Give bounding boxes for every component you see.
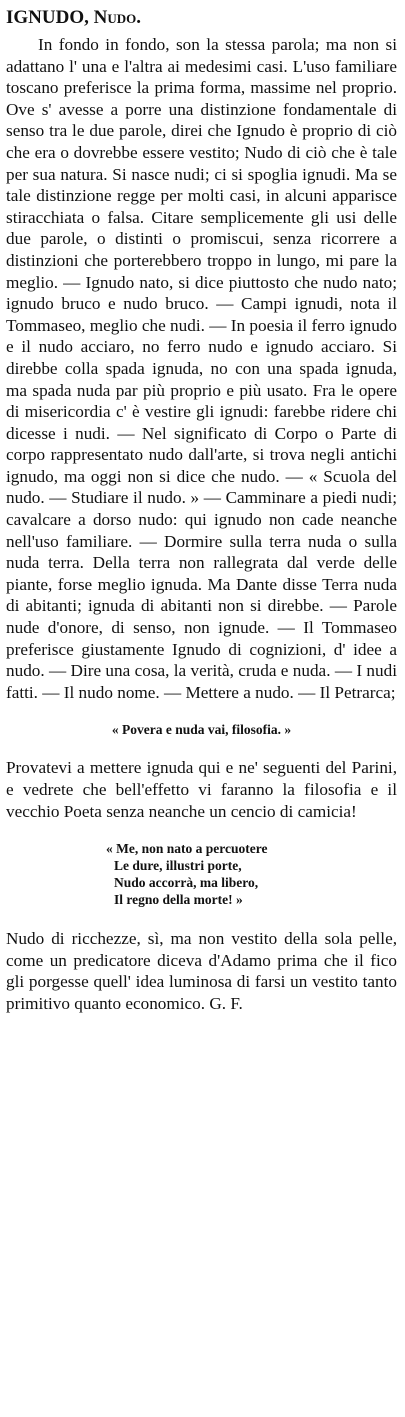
entry-synonym: Nudo. xyxy=(93,7,141,28)
verse-line: Nudo accorrà, ma libero, xyxy=(114,875,259,891)
entry-headword: IGNUDO, xyxy=(6,7,89,28)
entry-body-paragraph-1 xyxy=(6,34,397,703)
paragraph-3-text: Nudo di ricchezze, sì, ma non vestito della sola pelle, come un predicatore diceva d'Adamo prima che il fico gli porgesse quell' idea luminosa di farsi un vestito tanto primitivo quanto economico. G. F. xyxy=(6,929,397,1013)
parini-verse xyxy=(106,840,397,908)
verse-line: Le dure, illustri porte, xyxy=(114,858,242,874)
petrarca-quote: « Povera e nuda vai, filosofia. » xyxy=(111,722,292,738)
entry-body-paragraph-3 xyxy=(6,928,397,1014)
verse-line: Il regno della morte! » xyxy=(114,892,243,908)
paragraph-2-text: Provatevi a mettere ignuda qui e ne' seguenti del Parini, e vedrete che bell'effetto vi faranno la filosofia e il vecchio Poeta senza neanche un cencio di camicia! xyxy=(6,758,397,821)
entry-body-paragraph-2 xyxy=(6,757,397,822)
paragraph-1-text: In fondo in fondo, son la stessa parola; ma non si adattano l' una e l'altra ai medesimi casi. L'uso familiare toscano preferisce la prima forma, massime nel proprio. Ove s' avesse a porre una distinzione fondamentale di senso tra le due parole, direi che Ignudo è proprio di ciò che era o dovrebbe essere vestito; Nudo di ciò che è tale per sua natura. Si nasce nudi; ci si spoglia ignudi. Ma se tale distinzione regge per molti casi, in alcuni apparisce stiracchiata o falsa. Citare semplicemente gli usi delle due parole, o distinti o promiscui, senza ricorrere a distinzioni che porterebbero troppo in lungo, mi pare la meglio. — Ignudo nato, si dice piuttosto che nudo nato; ignudo bruco e nudo bruco. — Campi ignudi, nota il Tommaseo, meglio che nudi. — In poesia il ferro ignudo e il nudo acciaro, no ferro nudo e ignudo acciaro. Si direbbe colla spada ignuda, no con una spada ignuda, ma spada nuda par più proprio e più usato. Fra le opere di misericordia c' è vestire gli ignudi: farebbe ridere chi dicesse i nudi. — Nel significato di Corpo o Parte di corpo rappresentato nudo dall'arte, si trova negli antichi ignudo, ma oggi non si dice che nudo. — « Scuola del nudo. — Studiare il nudo. » — Camminare a piedi nudi; cavalcare a dorso nudo: qui ignudo non cade neanche nell'uso familiare. — Dormire sulla terra nuda o sulla nuda terra. Della terra non rallegrata dal verde delle piante, forse meglio ignuda. Ma Dante disse Terra nuda di abitanti; ignuda di abitanti non si direbbe. — Parole nude d'onore, di senso, non ignude. — Il Tommaseo preferisce giustamente Ignudo di cognizioni, d' idee a nudo. — Dire una cosa, la verità, cruda e nuda. — I nudi fatti. — Il nudo nome. — Mettere a nudo. — Il Petrarca; xyxy=(6,35,397,702)
entry-heading xyxy=(6,6,397,30)
verse-line: « Me, non nato a percuotere xyxy=(106,841,268,857)
